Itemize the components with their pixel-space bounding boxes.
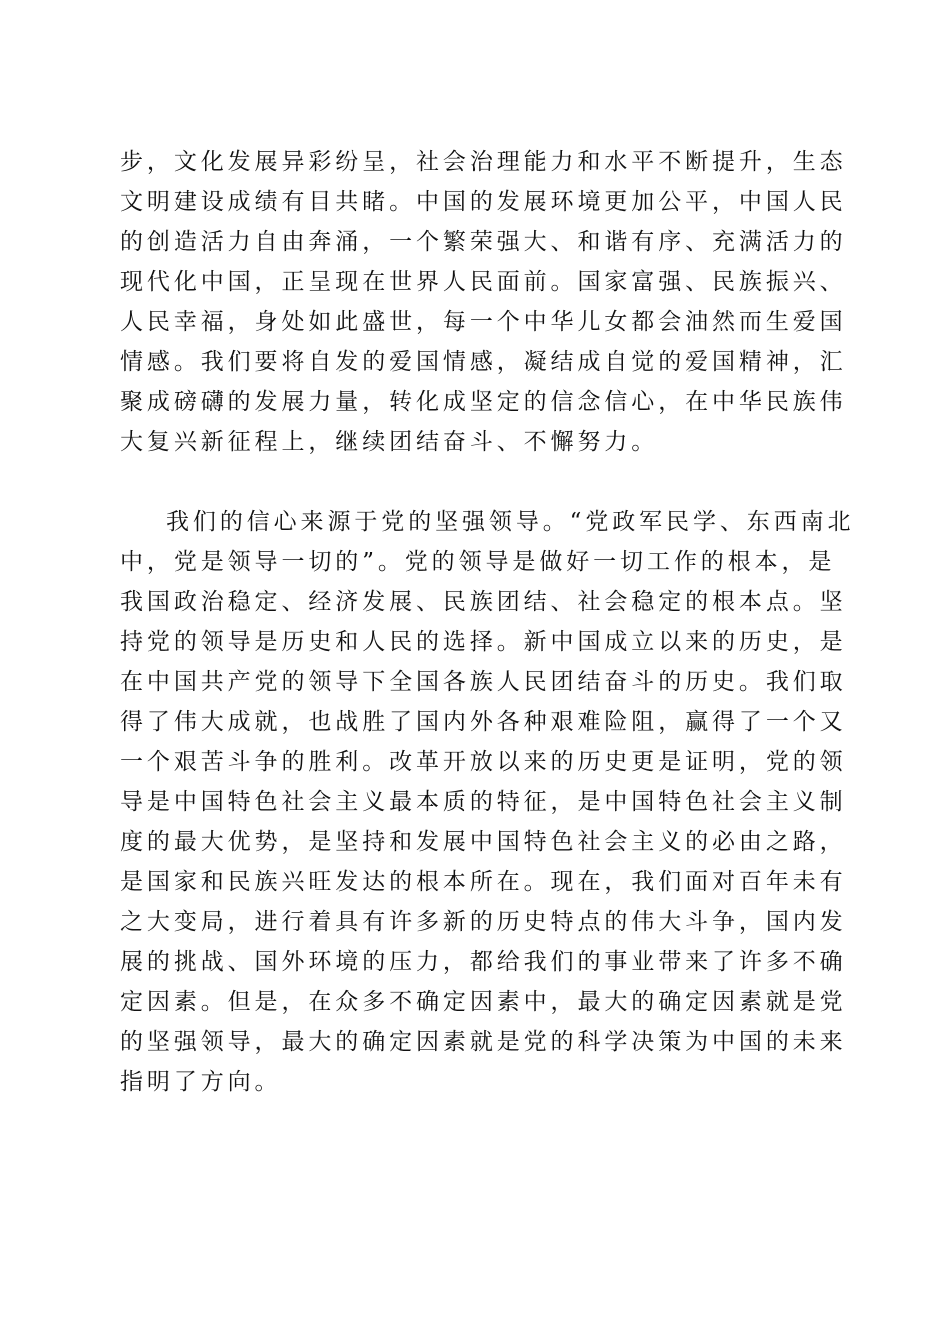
paragraph-line: 一个艰苦斗争的胜利。改革开放以来的历史更是证明，党的领 <box>120 749 847 775</box>
paragraph-line: 导是中国特色社会主义最本质的特征，是中国特色社会主义制 <box>120 789 847 815</box>
paragraph-line: 定因素。但是，在众多不确定因素中，最大的确定因素就是党 <box>120 989 847 1015</box>
paragraph-1 <box>120 142 847 462</box>
paragraph-line: 在中国共产党的领导下全国各族人民团结奋斗的历史。我们取 <box>120 669 847 695</box>
paragraph-first-line: 我们的信心来源于党的坚强领导。“党政军民学、东西南北 <box>166 509 855 535</box>
paragraph-line: 聚成磅礴的发展力量，转化成坚定的信念信心，在中华民族伟 <box>120 389 847 415</box>
paragraph-line: 现代化中国，正呈现在世界人民面前。国家富强、民族振兴、 <box>120 269 847 295</box>
paragraph-line: 中，党是领导一切的”。党的领导是做好一切工作的根本，是 <box>120 549 836 575</box>
paragraph-2 <box>120 502 855 1102</box>
paragraph-line: 得了伟大成就，也战胜了国内外各种艰难险阻，赢得了一个又 <box>120 709 847 735</box>
paragraph-line: 我国政治稳定、经济发展、民族团结、社会稳定的根本点。坚 <box>120 589 847 615</box>
paragraph-line: 情感。我们要将自发的爱国情感，凝结成自觉的爱国精神，汇 <box>120 349 847 375</box>
paragraph-line: 人民幸福，身处如此盛世，每一个中华儿女都会油然而生爱国 <box>120 309 847 335</box>
paragraph-line: 之大变局，进行着具有许多新的历史特点的伟大斗争，国内发 <box>120 909 847 935</box>
paragraph-line: 度的最大优势，是坚持和发展中国特色社会主义的必由之路， <box>120 829 847 855</box>
paragraph-line: 持党的领导是历史和人民的选择。新中国成立以来的历史，是 <box>120 629 847 655</box>
paragraph-last-line: 大复兴新征程上，继续团结奋斗、不懈努力。 <box>120 429 659 455</box>
paragraph-line: 的坚强领导，最大的确定因素就是党的科学决策为中国的未来 <box>120 1029 847 1055</box>
paragraph-line: 是国家和民族兴旺发达的根本所在。现在，我们面对百年未有 <box>120 869 847 895</box>
paragraph-line: 步，文化发展异彩纷呈，社会治理能力和水平不断提升，生态 <box>120 149 847 175</box>
paragraph-last-line: 指明了方向。 <box>120 1069 282 1095</box>
paragraph-line: 展的挑战、国外环境的压力，都给我们的事业带来了许多不确 <box>120 949 847 975</box>
paragraph-line: 文明建设成绩有目共睹。中国的发展环境更加公平，中国人民 <box>120 189 847 215</box>
paragraph-line: 的创造活力自由奔涌，一个繁荣强大、和谐有序、充满活力的 <box>120 229 847 255</box>
